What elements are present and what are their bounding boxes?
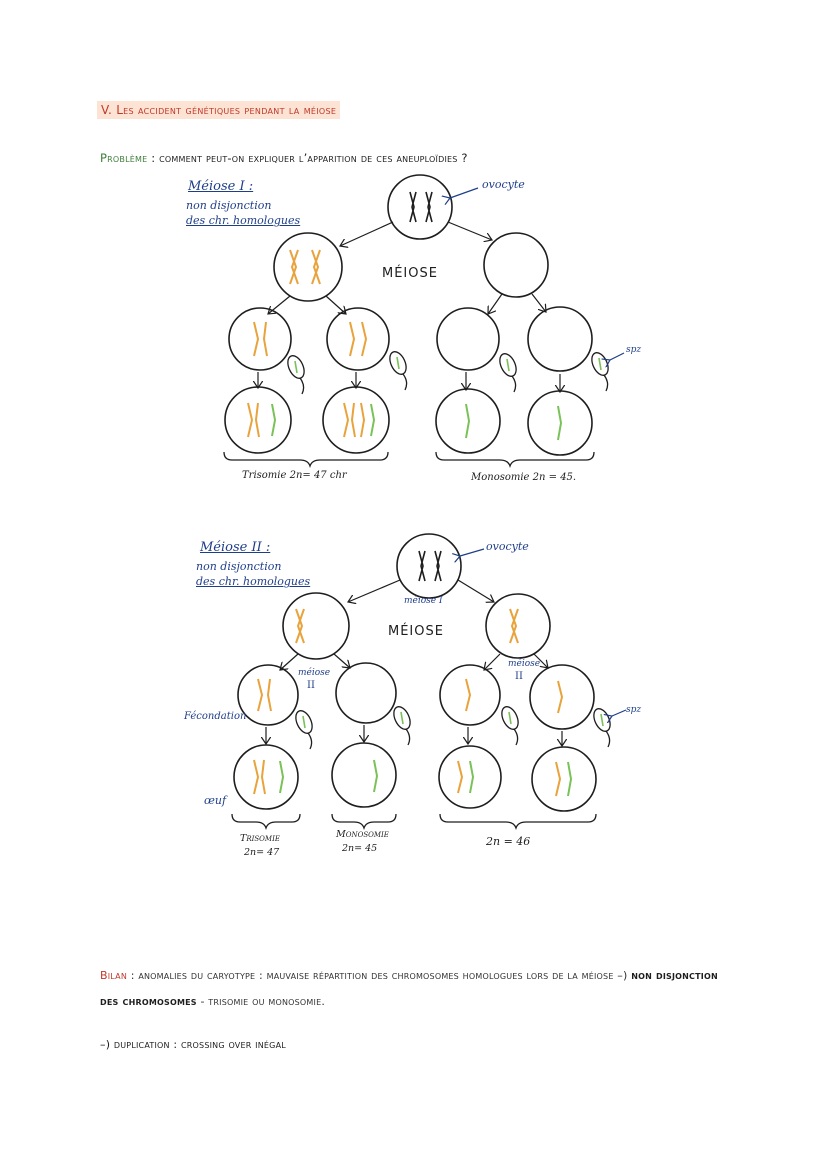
diagram2-trisomie-l1: Trisomie <box>240 833 280 844</box>
zygote2-normal-1 <box>439 746 501 808</box>
sperm-6 <box>391 704 414 745</box>
zygote-trisomy-1 <box>225 387 291 453</box>
diagram2-title: Méiose II : <box>200 540 271 555</box>
diagram2-trisomie-l2: 2n= 47 <box>244 847 280 858</box>
gamete-left-2 <box>327 308 389 370</box>
bilan-strong: non disjonction des chromosomes <box>100 969 718 1008</box>
diagram2-oeuf-label: œuf <box>204 794 227 807</box>
gamete2-empty <box>336 663 396 723</box>
zygote2-monosomy <box>332 743 396 807</box>
sperm-3 <box>497 351 520 392</box>
oocyte-cell-2 <box>397 534 461 598</box>
diagram1-trisomie-label: Trisomie 2n= 47 chr <box>242 470 347 481</box>
section-heading: V. Les accident génétiques pendant la méiose <box>97 101 340 119</box>
diagram1-title: Méiose I : <box>188 179 254 194</box>
diagram2-normal-label: 2n = 46 <box>486 835 531 848</box>
diagram2-monosomie-l2: 2n= 45 <box>342 843 378 854</box>
diagram2-meiose2-left: méiose <box>298 668 331 678</box>
diagram2-ovocyte-label: ovocyte <box>486 540 529 553</box>
diagram1-desc-2: des chr. homologues <box>186 214 301 227</box>
brace-trisomy-2 <box>232 814 300 828</box>
gamete-empty-1 <box>437 308 499 370</box>
diagram1-meiose-label: MÉIOSE <box>382 266 438 281</box>
gamete2-right-2 <box>530 665 594 729</box>
probleme-text: : comment peut-on expliquer l’apparition de ces aneuploïdies ? <box>147 151 468 165</box>
diagram2-meiose-label: MÉIOSE <box>388 624 444 639</box>
gamete-left-1 <box>229 308 291 370</box>
gamete-empty-2 <box>528 307 592 371</box>
sperm-5 <box>293 708 316 749</box>
diagram2-meiose2-right: méiose <box>508 659 541 669</box>
diagram2-desc-2: des chr. homologues <box>196 575 311 588</box>
bilan-text-1: : anomalies du caryotype : mauvaise répartition des chromosomes homologues lors de la méiose –) <box>127 969 632 982</box>
bilan-paragraph <box>100 963 740 1015</box>
diagram2-monosomie-l1: Monosomie <box>336 829 389 840</box>
brace-normal-2 <box>440 814 596 828</box>
sperm-8 <box>591 706 614 747</box>
gamete2-left-1 <box>238 665 298 725</box>
diagram2-meiose1-small: méiose I <box>404 596 443 606</box>
diagram2-spz-label: spz <box>626 705 642 715</box>
zygote-monosomy-1 <box>436 389 500 453</box>
gamete2-right-1 <box>440 665 500 725</box>
diagram2-meiose2-left-num: II <box>307 680 315 691</box>
bilan-label: Bilan <box>100 969 128 982</box>
bilan-text-2: - trisomie ou monosomie. <box>196 995 326 1008</box>
oocyte-cell-1 <box>388 175 452 239</box>
diagram1-spz-label: spz <box>626 345 642 355</box>
diagram1-ovocyte-label: ovocyte <box>482 178 525 191</box>
duplication-line: –) duplication : crossing over inégal <box>100 1038 286 1051</box>
cell-meiose2-right <box>486 594 550 658</box>
diagram2-meiose2-right-num: II <box>515 671 523 682</box>
sperm-7 <box>499 704 522 745</box>
zygote-trisomy-2 <box>323 387 389 453</box>
brace-trisomy-1 <box>224 452 388 466</box>
diagram2-desc-1: non disjonction <box>196 560 282 573</box>
diagram2-fecondation-label: Fécondation <box>184 711 247 722</box>
sperm-2 <box>387 349 410 390</box>
sperm-4 <box>589 350 612 391</box>
zygote-monosomy-2 <box>528 391 592 455</box>
cell-meiose2-left <box>283 593 349 659</box>
cell-meiose1-left <box>274 233 342 301</box>
diagram1-monosomie-label: Monosomie 2n = 45. <box>471 472 577 483</box>
probleme-label: Problème <box>100 151 148 165</box>
brace-monosomy-2 <box>332 814 396 828</box>
diagram1-desc-1: non disjonction <box>186 199 272 212</box>
zygote2-trisomy <box>234 745 298 809</box>
sperm-1 <box>285 353 308 394</box>
zygote2-normal-2 <box>532 747 596 811</box>
cell-meiose1-right-empty <box>484 233 548 297</box>
